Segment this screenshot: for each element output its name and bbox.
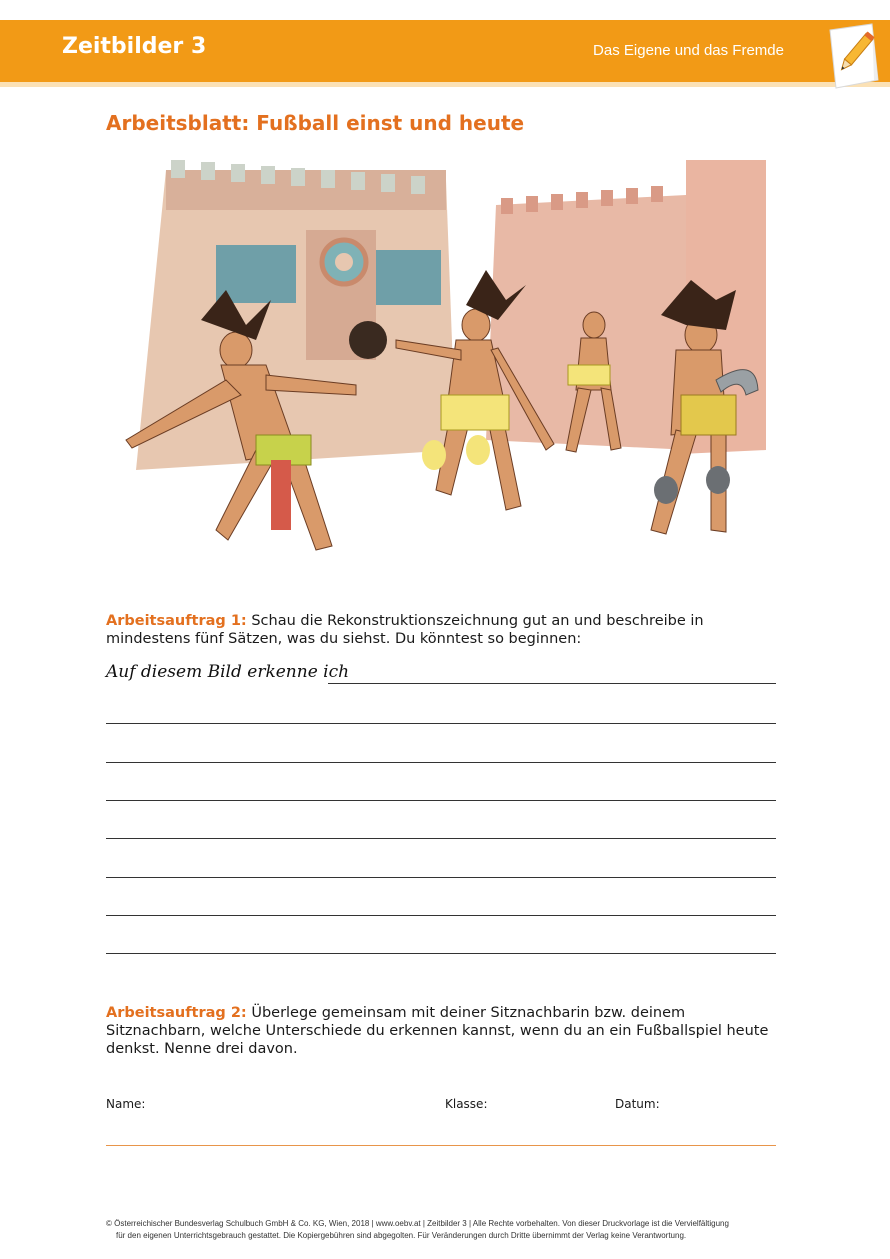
task1-text: Schau die Rekonstruktionszeichnung gut an und beschreibe in mindestens fünf Sätzen, was du siehst. Du könntest so beginnen: (106, 613, 704, 647)
pencil-note-icon (822, 20, 882, 92)
page-title: Arbeitsblatt: Fußball einst und heute (106, 111, 525, 135)
footer-line-1: © Österreichischer Bundesverlag Schulbuch GmbH & Co. KG, Wien, 2018 | www.oebv.at | Zeitbilder 3 | Alle Rechte vorbehalten. Von dieser Druckvorlage ist die Vervielfältigung (106, 1219, 729, 1228)
answer-line-1[interactable] (328, 683, 776, 684)
answer-line-2[interactable] (106, 723, 776, 724)
task1-label: Arbeitsauftrag 1: (106, 613, 247, 629)
answer-line-4[interactable] (106, 800, 776, 801)
task2-label: Arbeitsauftrag 2: (106, 1005, 247, 1021)
chapter-title: Das Eigene und das Fremde (593, 42, 784, 59)
task2-block (106, 1004, 786, 1058)
task2-text: Überlege gemeinsam mit deiner Sitznachbarin bzw. deinem Sitznachbarn, welche Unterschiede du erkennen kannst, wenn du an ein Fußballspiel heute denkst. Nenne drei davon. (106, 1005, 769, 1057)
answer-line-8[interactable] (106, 953, 776, 954)
brand-title: Zeitbilder 3 (62, 34, 207, 59)
ballgame-illustration (106, 150, 786, 600)
answer-line-5[interactable] (106, 838, 776, 839)
answer-line-6[interactable] (106, 877, 776, 878)
footer-line-2: für den eigenen Unterrichtsgebrauch gestattet. Die Kopiergebühren sind abgegolten. Für Veränderungen durch Dritte übernimmt der Verlag keine Verantwortung. (116, 1231, 687, 1240)
name-class-date-line[interactable] (106, 1145, 776, 1146)
task1-block (106, 612, 786, 648)
sentence-starter: Auf diesem Bild erkenne ich (106, 662, 350, 682)
class-label: Klasse: (445, 1097, 488, 1111)
name-label: Name: (106, 1097, 146, 1111)
date-label: Datum: (615, 1097, 660, 1111)
answer-line-3[interactable] (106, 762, 776, 763)
answer-line-7[interactable] (106, 915, 776, 916)
copyright-footer (106, 1218, 786, 1242)
header-stripe (0, 82, 890, 87)
